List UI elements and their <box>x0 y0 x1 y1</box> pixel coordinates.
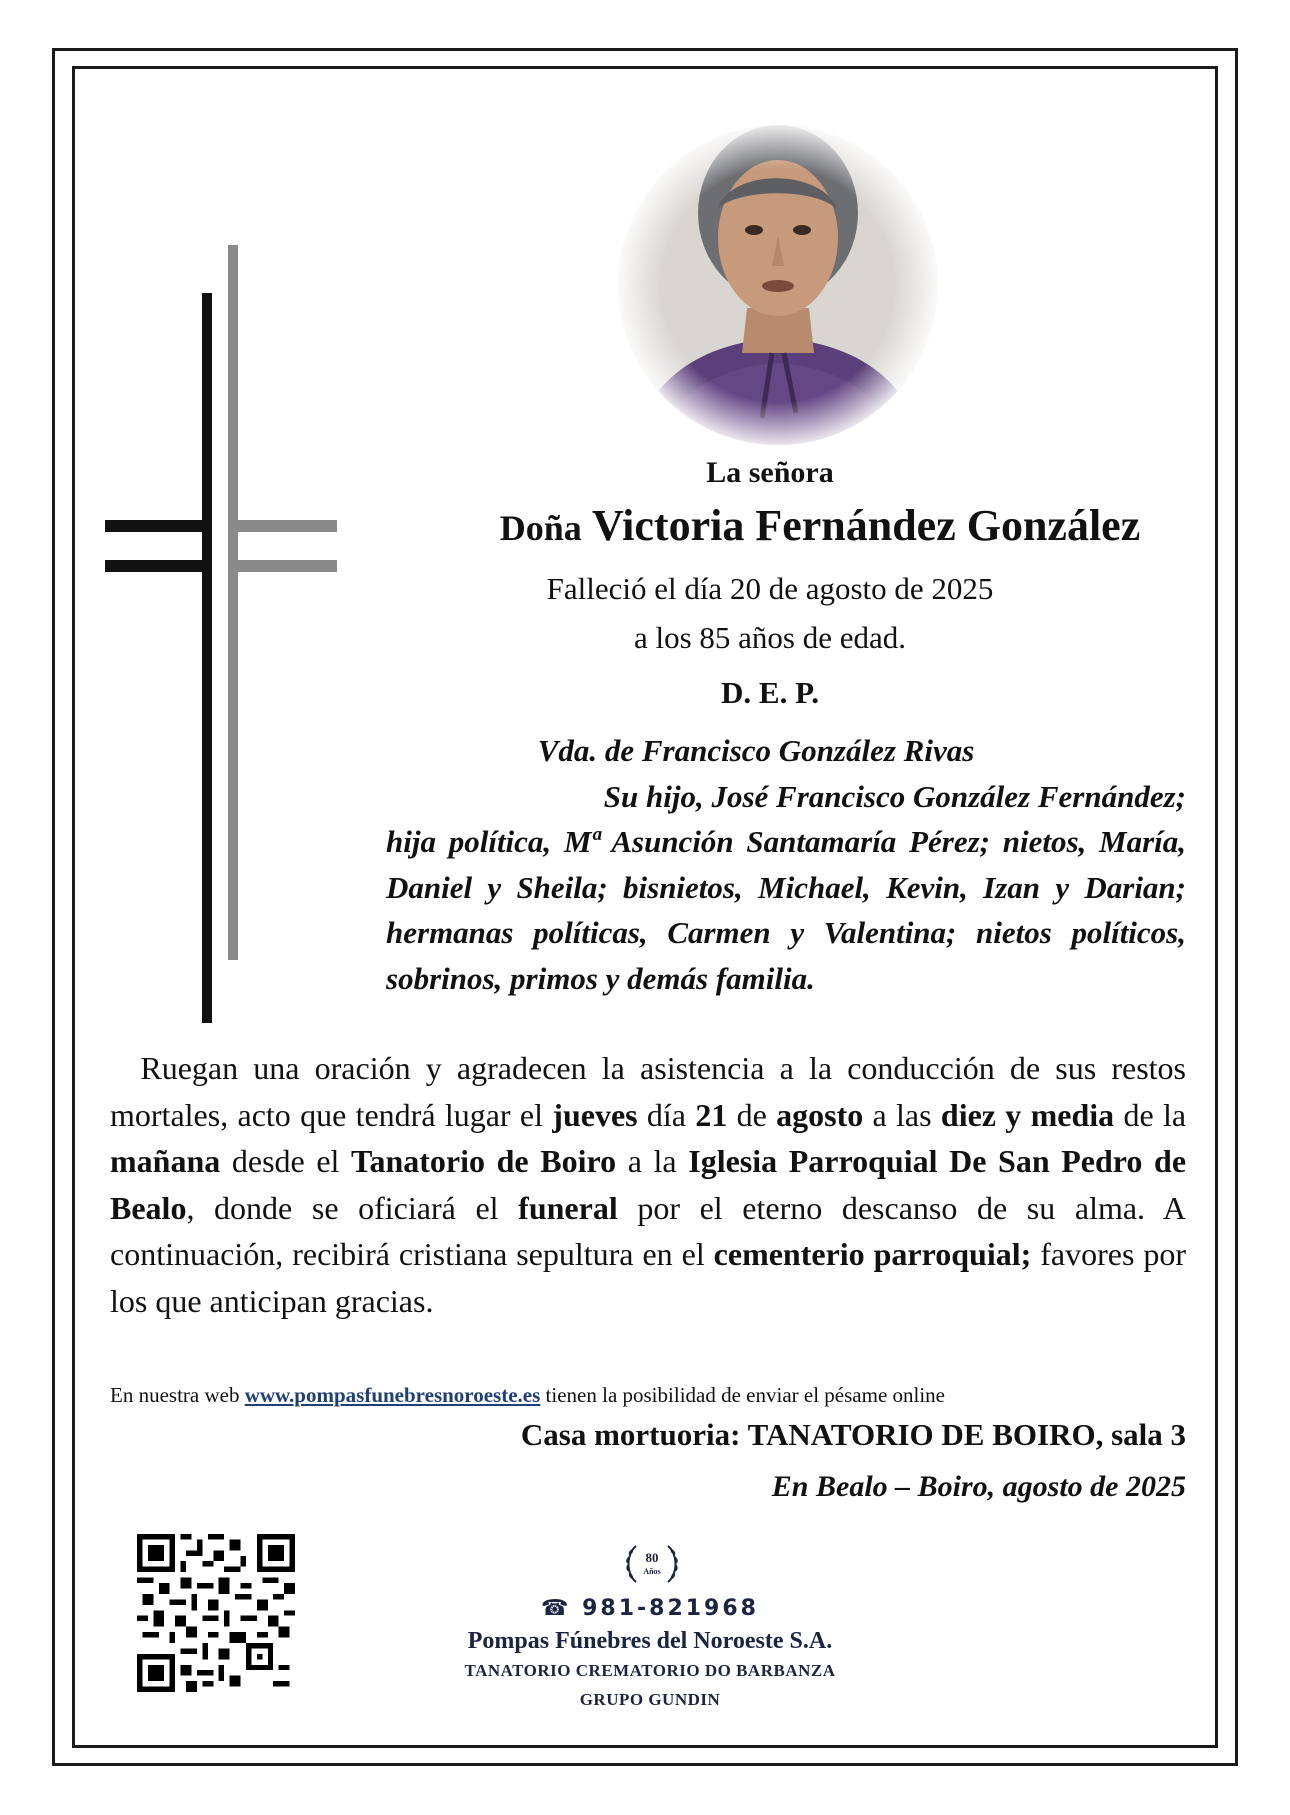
company-name: Pompas Fúnebres del Noroeste S.A. <box>467 1628 833 1654</box>
badge-word: Años <box>643 1567 661 1576</box>
ceremony-bold: mañana <box>110 1143 221 1179</box>
ceremony-text: de la <box>1114 1096 1187 1133</box>
ceremony-text: a la <box>616 1143 689 1179</box>
ceremony-bold: Tanatorio de Boiro <box>351 1143 617 1179</box>
ceremony-bold: 21 <box>695 1096 728 1133</box>
phone-number <box>420 1596 880 1621</box>
cross-icon <box>100 245 340 1035</box>
deceased-name <box>420 500 1220 551</box>
company-subtitle: TANATORIO CREMATORIO DO BARBANZA <box>464 1661 836 1680</box>
deceased-full-name: Victoria Fernández González <box>592 501 1141 550</box>
place-date: En Bealo – Boiro, agosto de 2025 <box>771 1470 1186 1503</box>
ceremony-bold: jueves <box>552 1096 638 1133</box>
ceremony-text: de <box>727 1096 777 1133</box>
ceremony-text: día <box>637 1096 696 1133</box>
website-link[interactable]: www.pompasfunebresnoroeste.es <box>244 1383 541 1407</box>
ceremony-text: , donde se oficiará el <box>186 1189 519 1226</box>
death-age: a los 85 años de edad. <box>633 620 907 655</box>
ceremony-text: a las <box>863 1096 941 1133</box>
widow-line: Vda. de Francisco González Rivas <box>537 733 975 768</box>
family-son-line: Su hijo, José Francisco González Fernández; <box>603 778 1186 814</box>
intro-label: La señora <box>706 456 834 489</box>
ceremony-bold: cementerio parroquial; <box>713 1236 1032 1272</box>
telephone-icon: ☎ <box>541 1596 572 1621</box>
qr-code-icon[interactable] <box>137 1534 295 1692</box>
ceremony-text: Ruegan una oración y agradecen la asistencia a la conducción de sus restos mortales, acto que tendrá lugar el <box>110 1050 1187 1133</box>
funeral-home: Casa mortuoria: TANATORIO DE BOIRO, sala 3 <box>520 1417 1186 1452</box>
ceremony-bold: Iglesia Parroquial De San Pedro de Bealo <box>110 1143 1187 1226</box>
family-list <box>386 728 1186 1001</box>
anniversary-badge-icon <box>622 1536 682 1592</box>
ceremony-paragraph <box>110 1045 1186 1324</box>
ceremony-text: favores por los que anticipan gracias. <box>110 1236 1187 1319</box>
family-rest: hija política, Mª Asunción Santamaría Pérez; nietos, María, Daniel y Sheila; bisnietos, Michael, Kevin, Izan y Darian; hermanas políticas, Carmen y Valentina; nietos políticos, sobrinos, primos y demás familia. <box>386 824 1186 996</box>
phone-value: 981-821968 <box>582 1596 759 1621</box>
ceremony-text: por el eterno descanso de su alma. A continuación, recibirá cristiana sepultura en el <box>110 1189 1187 1272</box>
company-group: GRUPO GUNDIN <box>579 1690 721 1709</box>
web-prefix: En nuestra web <box>110 1383 245 1407</box>
ceremony-bold: diez y media <box>940 1096 1115 1133</box>
web-suffix: tienen la posibilidad de enviar el pésame online <box>540 1383 945 1407</box>
web-note <box>110 1383 1186 1408</box>
ceremony-bold: agosto <box>776 1096 864 1133</box>
ceremony-text: desde el <box>220 1143 352 1179</box>
death-date: Falleció el día 20 de agosto de 2025 <box>546 571 994 606</box>
badge-number: 80 <box>645 1550 659 1565</box>
ceremony-bold: funeral <box>518 1189 618 1226</box>
dep-label: D. E. P. <box>721 675 819 710</box>
honorific: Doña <box>499 508 582 548</box>
portrait-photo <box>612 118 944 452</box>
